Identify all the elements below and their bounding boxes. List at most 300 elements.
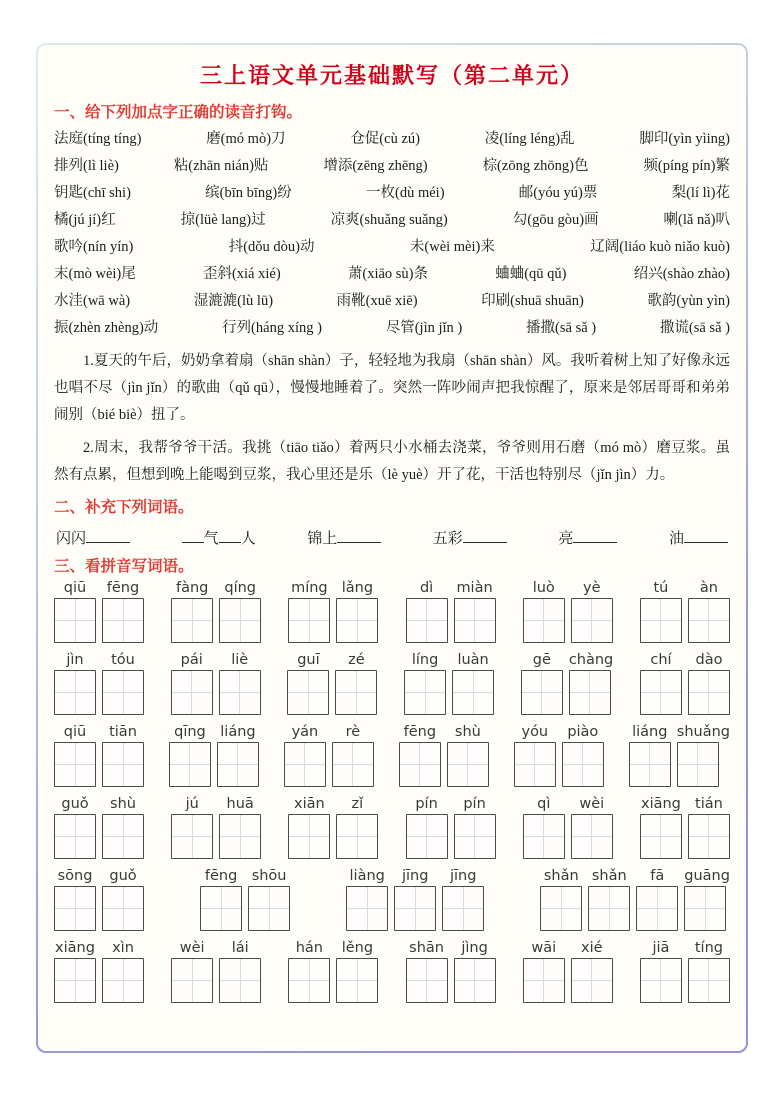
- pinyin-choice-item: 尽管(jìn jǐn ): [385, 320, 463, 336]
- writing-grid-box: [523, 814, 565, 859]
- pinyin-syllables: [640, 796, 730, 812]
- writing-grid-box: [514, 742, 556, 787]
- pinyin-syllables: [54, 796, 144, 812]
- pinyin-syllable: àn: [699, 580, 718, 596]
- pinyin-syllables: [346, 868, 484, 884]
- fill-in-word-item: [433, 527, 507, 548]
- pinyin-word-group: [54, 580, 144, 643]
- pinyin-syllables: [171, 652, 261, 668]
- pinyin-choice-item: 播撒(sā sǎ ): [526, 320, 597, 336]
- pinyin-choice-item: 未(wèi mèi)来: [409, 239, 495, 255]
- pinyin-choice-item: 水洼(wā wà): [54, 293, 131, 309]
- writing-grid-group: [346, 886, 484, 931]
- pinyin-syllables: [54, 652, 144, 668]
- pinyin-syllable: tián: [695, 796, 723, 812]
- writing-grid-box: [571, 958, 613, 1003]
- pinyin-word-group: [640, 940, 730, 1003]
- writing-grid-box: [171, 814, 213, 859]
- pinyin-syllable: tóu: [111, 652, 135, 668]
- pinyin-syllables: [284, 724, 374, 740]
- pinyin-syllable: tú: [653, 580, 669, 596]
- pinyin-syllable: lěng: [341, 940, 374, 956]
- pinyin-word-group: [640, 652, 730, 715]
- pinyin-syllable: gē: [532, 652, 551, 668]
- writing-grid-box: [102, 814, 144, 859]
- page-border-frame: [36, 43, 748, 1053]
- pinyin-word-group: [54, 940, 144, 1003]
- writing-grid-group: [640, 958, 730, 1003]
- pinyin-syllables: [169, 724, 259, 740]
- pinyin-choice-item: 末(mò wèi)尾: [54, 266, 136, 282]
- writing-grid-box: [288, 958, 330, 1003]
- pinyin-syllable: guǒ: [109, 868, 137, 884]
- pinyin-choice-item: 磨(mó mò)刀: [206, 131, 286, 147]
- writing-grid-group: [406, 814, 496, 859]
- pinyin-choice-line: [54, 288, 730, 315]
- pinyin-syllable: zé: [348, 652, 365, 668]
- pinyin-syllable: xìn: [112, 940, 134, 956]
- pinyin-word-group: [54, 652, 144, 715]
- pinyin-syllables: [54, 724, 144, 740]
- writing-grid-box: [688, 814, 730, 859]
- writing-grid-box: [332, 742, 374, 787]
- fill-in-blank: [337, 527, 381, 543]
- writing-grid-box: [219, 598, 261, 643]
- writing-grid-group: [629, 742, 730, 787]
- writing-grid-box: [102, 742, 144, 787]
- fill-in-word-item: [669, 527, 728, 548]
- fill-in-word-item: [558, 527, 617, 548]
- writing-grid-box: [406, 598, 448, 643]
- pinyin-syllables: [523, 796, 613, 812]
- pinyin-syllable: pái: [180, 652, 203, 668]
- writing-grid-box: [248, 886, 290, 931]
- pinyin-choice-item: 脚印(yìn yìing): [639, 131, 730, 147]
- pinyin-choice-item: 排列(lì liè): [54, 158, 119, 174]
- writing-grid-box: [288, 814, 330, 859]
- worksheet-title: 三上语文单元基础默写（第二单元）: [199, 63, 584, 88]
- pinyin-syllable: zǐ: [351, 796, 364, 812]
- pinyin-syllable: miàn: [456, 580, 493, 596]
- writing-grid-group: [540, 886, 730, 931]
- pinyin-syllable: rè: [345, 724, 361, 740]
- writing-grid-box: [284, 742, 326, 787]
- pinyin-choice-item: 缤(bīn bīng)纷: [205, 185, 292, 201]
- writing-grid-box: [406, 814, 448, 859]
- pinyin-syllable: xiān: [294, 796, 325, 812]
- pinyin-syllable: tíng: [694, 940, 723, 956]
- pinyin-choice-line: [54, 207, 730, 234]
- pinyin-choice-item: 歪斜(xiá xié): [202, 266, 281, 282]
- pinyin-syllable: luò: [532, 580, 555, 596]
- pinyin-word-group: [404, 652, 494, 715]
- pinyin-syllables: [54, 580, 144, 596]
- pinyin-syllable: jīng: [449, 868, 477, 884]
- pinyin-word-group: [171, 796, 261, 859]
- pinyin-choice-item: 橘(jú jí)红: [54, 212, 116, 228]
- writing-grid-box: [688, 958, 730, 1003]
- pinyin-syllable: liàng: [349, 868, 385, 884]
- fill-in-blank: [573, 527, 617, 543]
- writing-grid-box: [54, 670, 96, 715]
- pinyin-syllable: huā: [226, 796, 254, 812]
- pinyin-choice-item: 雨靴(xuē xiē): [336, 293, 418, 309]
- writing-grid-box: [571, 598, 613, 643]
- pinyin-syllables: [171, 940, 261, 956]
- fill-in-blank: [86, 527, 130, 543]
- pinyin-syllable: wāi: [531, 940, 557, 956]
- writing-grid-box: [336, 958, 378, 1003]
- pinyin-choice-line: [54, 126, 730, 153]
- pinyin-syllable: jú: [185, 796, 199, 812]
- pinyin-choice-item: 绍兴(shào zhào): [633, 266, 730, 282]
- writing-grid-group: [399, 742, 489, 787]
- writing-grid-box: [404, 670, 446, 715]
- pinyin-syllable: lǎng: [341, 580, 374, 596]
- writing-grid-group: [171, 958, 261, 1003]
- fill-in-text: 气: [203, 531, 219, 547]
- writing-grid-group: [169, 742, 259, 787]
- writing-grid-group: [284, 742, 374, 787]
- pinyin-syllable: shù: [110, 796, 136, 812]
- writing-grid-box: [54, 598, 96, 643]
- writing-grid-box: [171, 958, 213, 1003]
- writing-grid-group: [514, 742, 604, 787]
- pinyin-syllables: [200, 868, 290, 884]
- pinyin-syllables: [54, 868, 144, 884]
- pinyin-syllable: shōu: [251, 868, 287, 884]
- pinyin-syllable: wèi: [179, 940, 205, 956]
- pinyin-word-group: [288, 796, 378, 859]
- writing-grid-box: [102, 598, 144, 643]
- pinyin-syllable: luàn: [457, 652, 489, 668]
- pinyin-choice-item: 印刷(shuā shuān): [481, 293, 584, 309]
- writing-grid-box: [169, 742, 211, 787]
- pinyin-writing-rows: [54, 580, 730, 1003]
- pinyin-choice-item: 钥匙(chī shi): [54, 185, 131, 201]
- pinyin-word-group: [54, 724, 144, 787]
- fill-in-text: 人: [240, 531, 256, 547]
- writing-grid-box: [452, 670, 494, 715]
- pinyin-choice-lines: [54, 126, 730, 342]
- fill-in-text: 闪闪: [56, 531, 87, 547]
- writing-grid-box: [102, 670, 144, 715]
- pinyin-choice-item: 歌吟(nín yín): [54, 239, 134, 255]
- writing-grid-group: [288, 814, 378, 859]
- pinyin-syllable: pín: [463, 796, 486, 812]
- writing-grid-box: [171, 670, 213, 715]
- writing-grid-group: [171, 670, 261, 715]
- pinyin-syllables: [288, 940, 378, 956]
- pinyin-word-group: [523, 580, 613, 643]
- pinyin-choice-item: 一枚(dù méi): [366, 185, 445, 201]
- pinyin-syllable: qíng: [224, 580, 256, 596]
- pinyin-syllables: [640, 940, 730, 956]
- writing-grid-group: [406, 598, 496, 643]
- pinyin-syllable: piào: [567, 724, 599, 740]
- pinyin-word-group: [287, 652, 377, 715]
- pinyin-syllable: pín: [415, 796, 438, 812]
- pinyin-choice-item: 抖(dǒu dòu)动: [228, 239, 315, 255]
- pinyin-syllable: yán: [291, 724, 319, 740]
- pinyin-word-group: [523, 796, 613, 859]
- pinyin-choice-line: [54, 261, 730, 288]
- pinyin-word-group: [169, 724, 259, 787]
- writing-grid-group: [54, 598, 144, 643]
- writing-grid-box: [454, 814, 496, 859]
- pinyin-syllables: [171, 580, 261, 596]
- writing-grid-box: [394, 886, 436, 931]
- pinyin-syllable: yè: [582, 580, 601, 596]
- writing-grid-group: [406, 958, 496, 1003]
- pinyin-syllable: fàng: [175, 580, 209, 596]
- pinyin-choice-item: 增添(zēng zhēng): [323, 158, 428, 174]
- pinyin-syllable: qiū: [63, 580, 87, 596]
- writing-grid-box: [640, 958, 682, 1003]
- pinyin-word-group: [171, 652, 261, 715]
- pinyin-syllable: chàng: [568, 652, 614, 668]
- pinyin-syllable: qiū: [63, 724, 87, 740]
- pinyin-choice-item: 掠(lüè lang)过: [180, 212, 266, 228]
- pinyin-word-group: [406, 580, 496, 643]
- pinyin-writing-row: [54, 796, 730, 859]
- pinyin-choice-item: 法庭(tíng tíng): [54, 131, 142, 147]
- writing-grid-box: [523, 598, 565, 643]
- pinyin-word-group: [406, 940, 496, 1003]
- writing-grid-group: [54, 958, 144, 1003]
- pinyin-choice-item: 梨(lí lì)花: [671, 185, 730, 201]
- pinyin-word-group: [523, 940, 613, 1003]
- pinyin-syllable: guāng: [684, 868, 730, 884]
- pinyin-syllable: shǎn: [543, 868, 579, 884]
- pinyin-syllables: [171, 796, 261, 812]
- writing-grid-group: [404, 670, 494, 715]
- fill-in-word-items: [56, 527, 728, 548]
- pinyin-syllable: xiāng: [55, 940, 95, 956]
- writing-grid-group: [288, 598, 378, 643]
- pinyin-choice-item: 蛐蛐(qū qǔ): [495, 266, 567, 282]
- writing-grid-group: [287, 670, 377, 715]
- writing-grid-group: [54, 886, 144, 931]
- pinyin-choice-item: 频(píng pín)繁: [643, 158, 730, 174]
- pinyin-syllable: yóu: [521, 724, 549, 740]
- writing-grid-box: [336, 814, 378, 859]
- section1-header: 一、给下列加点字正确的读音打钩。: [54, 104, 303, 121]
- writing-grid-box: [562, 742, 604, 787]
- fill-in-word-item: [307, 527, 381, 548]
- writing-grid-group: [640, 598, 730, 643]
- fill-in-text: 亮: [558, 531, 574, 547]
- pinyin-syllable: liáng: [220, 724, 256, 740]
- pinyin-syllable: fā: [650, 868, 665, 884]
- writing-grid-group: [288, 958, 378, 1003]
- pinyin-word-group: [640, 580, 730, 643]
- writing-grid-box: [677, 742, 719, 787]
- pinyin-word-group: [521, 652, 613, 715]
- pinyin-syllables: [523, 940, 613, 956]
- pinyin-syllable: wèi: [579, 796, 605, 812]
- pinyin-writing-row: [54, 652, 730, 715]
- writing-grid-box: [219, 670, 261, 715]
- fill-in-word-item: [56, 527, 130, 548]
- pinyin-word-group: [171, 940, 261, 1003]
- writing-grid-box: [569, 670, 611, 715]
- pinyin-syllables: [514, 724, 604, 740]
- writing-grid-box: [54, 814, 96, 859]
- pinyin-choice-item: 萧(xiāo sù)条: [347, 266, 429, 282]
- writing-grid-group: [640, 670, 730, 715]
- writing-grid-box: [406, 958, 448, 1003]
- pinyin-choice-line: [54, 153, 730, 180]
- writing-grid-box: [219, 958, 261, 1003]
- pinyin-syllable: xié: [580, 940, 603, 956]
- writing-grid-box: [688, 598, 730, 643]
- writing-grid-box: [640, 670, 682, 715]
- pinyin-word-group: [540, 868, 730, 931]
- writing-grid-box: [640, 598, 682, 643]
- pinyin-word-group: [288, 940, 378, 1003]
- exercise-paragraph: 1.夏天的午后，奶奶拿着扇（shān shàn）子，轻轻地为我扇（shān shàn）风。我听着树上知了好像永远也唱不尽（jìn jǐn）的歌曲（qǔ qū），慢慢地睡着了。突然一阵吵闹声把我惊醒了，原来是邻居哥哥和弟弟闹别（bié biè）扭了。: [54, 353, 730, 423]
- exercise-paragraph: 2.周末，我帮爷爷干活。我挑（tiāo tiǎo）着两只小水桶去浇菜，爷爷则用石磨（mó mò）磨豆浆。虽然有点累，但想到晚上能喝到豆浆，我心里还是乐（lè yuè）开了花，干活也特别尽（jǐn jìn）力。: [54, 440, 730, 483]
- writing-grid-box: [540, 886, 582, 931]
- writing-grid-box: [447, 742, 489, 787]
- pinyin-syllable: xiāng: [640, 796, 681, 812]
- pinyin-syllables: [521, 652, 613, 668]
- writing-grid-box: [171, 598, 213, 643]
- writing-grid-box: [102, 886, 144, 931]
- pinyin-syllable: fēng: [106, 580, 140, 596]
- writing-grid-box: [287, 670, 329, 715]
- writing-grid-box: [442, 886, 484, 931]
- pinyin-word-group: [200, 868, 290, 931]
- pinyin-syllables: [406, 940, 496, 956]
- fill-in-word-item: [182, 527, 256, 548]
- writing-grid-box: [588, 886, 630, 931]
- pinyin-syllable: shuǎng: [676, 724, 730, 740]
- pinyin-syllable: fēng: [403, 724, 437, 740]
- writing-grid-box: [217, 742, 259, 787]
- pinyin-choice-paragraphs: [54, 348, 730, 489]
- pinyin-choice-item: 喇(lǎ nǎ)叭: [663, 212, 730, 228]
- pinyin-syllable: fēng: [204, 868, 238, 884]
- pinyin-choice-item: 邮(yóu yú)票: [518, 185, 598, 201]
- pinyin-word-group: [399, 724, 489, 787]
- writing-grid-box: [200, 886, 242, 931]
- pinyin-choice-item: 撒谎(sā sǎ ): [659, 320, 730, 336]
- pinyin-choice-item: 凌(líng léng)乱: [484, 131, 575, 147]
- pinyin-syllable: lái: [231, 940, 249, 956]
- pinyin-syllable: qīng: [174, 724, 206, 740]
- writing-grid-box: [640, 814, 682, 859]
- pinyin-word-group: [284, 724, 374, 787]
- pinyin-syllables: [640, 580, 730, 596]
- pinyin-syllable: liè: [231, 652, 249, 668]
- pinyin-writing-row: [54, 724, 730, 787]
- writing-grid-box: [684, 886, 726, 931]
- pinyin-syllables: [404, 652, 494, 668]
- pinyin-choice-item: 粘(zhān nián)贴: [173, 158, 269, 174]
- pinyin-syllable: liáng: [632, 724, 668, 740]
- pinyin-syllable: chí: [650, 652, 672, 668]
- writing-grid-box: [636, 886, 678, 931]
- pinyin-syllable: jiā: [652, 940, 670, 956]
- pinyin-syllables: [629, 724, 730, 740]
- writing-grid-box: [346, 886, 388, 931]
- section2-header: 二、补充下列词语。: [54, 499, 194, 516]
- pinyin-syllable: jīng: [401, 868, 429, 884]
- pinyin-choice-item: 辽阔(liáo kuò niǎo kuò): [590, 239, 730, 255]
- pinyin-choice-item: 仓促(cù zú): [350, 131, 420, 147]
- pinyin-word-group: [54, 796, 144, 859]
- pinyin-syllable: jìng: [461, 940, 488, 956]
- writing-grid-box: [688, 670, 730, 715]
- pinyin-writing-row: [54, 940, 730, 1003]
- pinyin-syllables: [288, 580, 378, 596]
- writing-grid-box: [219, 814, 261, 859]
- writing-grid-box: [335, 670, 377, 715]
- pinyin-choice-item: 湿漉漉(lù lū): [193, 293, 274, 309]
- pinyin-choice-line: [54, 180, 730, 207]
- pinyin-syllables: [54, 940, 144, 956]
- writing-grid-box: [54, 886, 96, 931]
- pinyin-word-group: [171, 580, 261, 643]
- pinyin-syllable: sōng: [57, 868, 93, 884]
- pinyin-choice-item: 凉爽(shuǎng suǎng): [330, 212, 448, 228]
- fill-in-blank: [463, 527, 507, 543]
- pinyin-syllable: jìn: [66, 652, 84, 668]
- writing-grid-group: [54, 742, 144, 787]
- fill-in-blank: [219, 527, 241, 543]
- fill-in-text: 五彩: [432, 531, 463, 547]
- section3-header: 三、看拼音写词语。: [54, 558, 194, 575]
- writing-grid-box: [288, 598, 330, 643]
- pinyin-syllable: dào: [695, 652, 723, 668]
- pinyin-syllables: [399, 724, 489, 740]
- writing-grid-group: [640, 814, 730, 859]
- pinyin-choice-item: 行列(háng xíng ): [222, 320, 322, 336]
- writing-grid-group: [200, 886, 290, 931]
- pinyin-word-group: [629, 724, 730, 787]
- writing-grid-box: [521, 670, 563, 715]
- writing-grid-group: [54, 670, 144, 715]
- pinyin-choice-line: [54, 234, 730, 261]
- writing-grid-box: [454, 958, 496, 1003]
- writing-grid-box: [54, 958, 96, 1003]
- pinyin-syllables: [288, 796, 378, 812]
- pinyin-choice-item: 歌韵(yùn yìn): [647, 293, 730, 309]
- writing-grid-box: [629, 742, 671, 787]
- pinyin-syllables: [640, 652, 730, 668]
- writing-grid-group: [521, 670, 613, 715]
- pinyin-choice-item: 棕(zōng zhōng)色: [482, 158, 589, 174]
- writing-grid-box: [102, 958, 144, 1003]
- pinyin-word-group: [514, 724, 604, 787]
- writing-grid-group: [171, 814, 261, 859]
- fill-in-text: 油: [668, 531, 684, 547]
- writing-grid-group: [523, 598, 613, 643]
- pinyin-syllable: líng: [411, 652, 439, 668]
- pinyin-choice-line: [54, 315, 730, 342]
- pinyin-syllable: míng: [291, 580, 328, 596]
- pinyin-choice-item: 振(zhèn zhèng)动: [54, 320, 159, 336]
- writing-grid-box: [571, 814, 613, 859]
- pinyin-word-group: [640, 796, 730, 859]
- pinyin-syllable: guī: [297, 652, 320, 668]
- fill-in-text: 锦上: [307, 531, 338, 547]
- pinyin-choice-item: 勾(gōu gòu)画: [512, 212, 599, 228]
- writing-grid-group: [523, 958, 613, 1003]
- pinyin-writing-row: [54, 868, 730, 931]
